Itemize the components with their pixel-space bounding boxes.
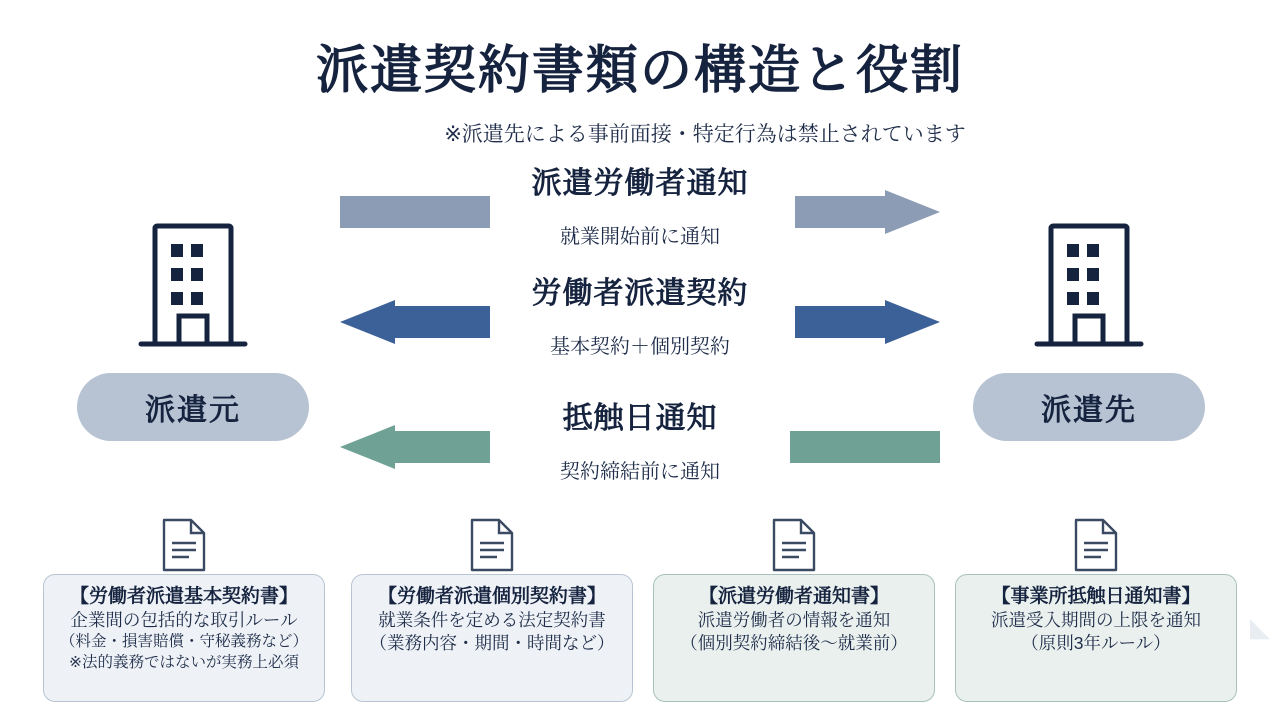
document-icon-1 xyxy=(161,517,207,573)
document-title-4: 【事業所抵触日通知書】 xyxy=(991,586,1201,607)
document-line-2-1: 就業条件を定める法定契約書 xyxy=(378,609,606,630)
flow-label-2: 労働者派遣契約 xyxy=(531,277,749,310)
document-card-conflict-date-notification[interactable] xyxy=(955,574,1237,702)
header-note: ※派遣先による事前面接・特定行為は禁止されています xyxy=(444,123,966,146)
corner-decoration: ◣ xyxy=(1250,612,1270,642)
document-line-4-2: （原則3年ルール） xyxy=(1021,633,1171,654)
flow-sub-2: 基本契約＋個別契約 xyxy=(550,336,730,358)
party-left xyxy=(77,373,309,441)
document-line-4-1: 派遣受入期間の上限を通知 xyxy=(991,609,1201,630)
office-building-icon-right xyxy=(1029,208,1149,358)
document-card-worker-notification[interactable] xyxy=(653,574,935,702)
document-line-1-3: ※法的義務ではないが実務上必須 xyxy=(69,654,299,672)
page-title: 派遣契約書類の構造と役割 xyxy=(315,42,964,100)
document-title-3: 【派遣労働者通知書】 xyxy=(698,586,889,607)
document-line-1-2: （料金・損害賠償・守秘義務など） xyxy=(59,633,308,651)
flow-notification-of-dispatched-worker xyxy=(340,167,940,248)
flow-worker-dispatch-contract xyxy=(340,277,940,358)
office-building-icon-left xyxy=(133,208,253,358)
document-line-3-1: 派遣労働者の情報を通知 xyxy=(697,609,891,630)
document-icon-2 xyxy=(469,517,515,573)
document-line-2-2: （業務内容・期間・時間など） xyxy=(369,633,615,654)
document-card-individual-contract[interactable] xyxy=(351,574,633,702)
party-right xyxy=(973,373,1205,441)
party-right-label: 派遣先 xyxy=(1041,394,1137,427)
document-icon-4 xyxy=(1073,517,1119,573)
party-left-label: 派遣元 xyxy=(145,394,241,427)
document-line-1-1: 企業間の包括的な取引ルール xyxy=(70,609,298,630)
document-line-3-2: （個別契約締結後〜就業前） xyxy=(680,633,908,654)
flow-conflict-date-notification xyxy=(340,402,940,483)
flow-label-3: 抵触日通知 xyxy=(562,402,718,435)
document-title-2: 【労働者派遣個別契約書】 xyxy=(377,586,606,607)
flow-label-1: 派遣労働者通知 xyxy=(531,167,749,200)
flow-sub-3: 契約締結前に通知 xyxy=(560,461,720,483)
document-icon-3 xyxy=(771,517,817,573)
document-card-basic-contract[interactable] xyxy=(43,574,325,702)
flow-sub-1: 就業開始前に通知 xyxy=(560,226,720,248)
document-title-1: 【労働者派遣基本契約書】 xyxy=(69,586,298,607)
